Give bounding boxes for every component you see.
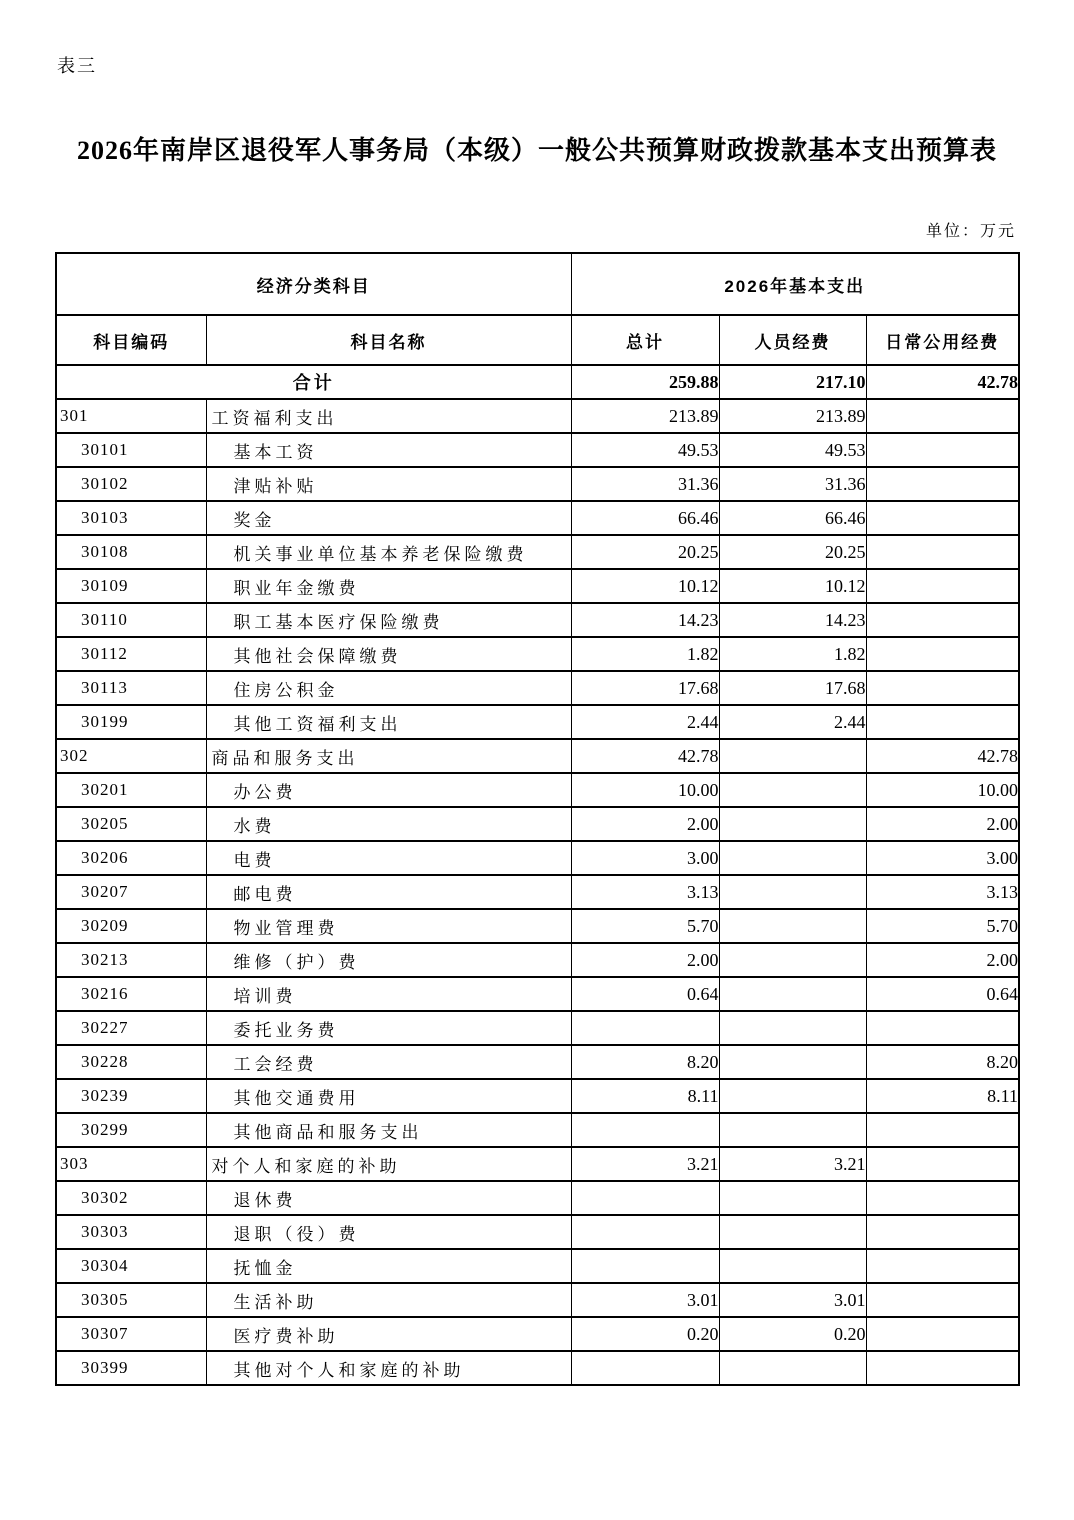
total-cell — [571, 1351, 719, 1385]
name-cell: 维修（护）费 — [206, 943, 571, 977]
budget-table — [55, 252, 1020, 1386]
personnel-cell: 3.01 — [719, 1283, 866, 1317]
code-cell: 30103 — [56, 501, 206, 535]
header-total: 总计 — [571, 315, 719, 365]
personnel-cell — [719, 1181, 866, 1215]
daily-cell — [866, 1249, 1019, 1283]
code-cell: 30228 — [56, 1045, 206, 1079]
daily-cell: 10.00 — [866, 773, 1019, 807]
header-economic-classification: 经济分类科目 — [56, 253, 571, 315]
name-cell: 医疗费补助 — [206, 1317, 571, 1351]
code-cell: 30216 — [56, 977, 206, 1011]
name-cell: 工会经费 — [206, 1045, 571, 1079]
daily-cell — [866, 705, 1019, 739]
total-row-label: 合计 — [56, 365, 571, 399]
sheet-label: 表三 — [57, 56, 97, 76]
header-subject-name: 科目名称 — [206, 315, 571, 365]
total-cell: 2.44 — [571, 705, 719, 739]
table-row — [56, 943, 1019, 977]
code-cell: 30399 — [56, 1351, 206, 1385]
personnel-cell: 1.82 — [719, 637, 866, 671]
name-cell: 生活补助 — [206, 1283, 571, 1317]
table-row — [56, 535, 1019, 569]
code-cell: 30304 — [56, 1249, 206, 1283]
daily-cell — [866, 433, 1019, 467]
name-cell: 其他商品和服务支出 — [206, 1113, 571, 1147]
daily-cell: 42.78 — [866, 739, 1019, 773]
daily-cell — [866, 1181, 1019, 1215]
total-cell: 2.00 — [571, 807, 719, 841]
total-cell: 213.89 — [571, 399, 719, 433]
table-row — [56, 1249, 1019, 1283]
name-cell: 其他工资福利支出 — [206, 705, 571, 739]
table-row — [56, 739, 1019, 773]
personnel-cell — [719, 739, 866, 773]
daily-cell: 2.00 — [866, 807, 1019, 841]
name-cell: 物业管理费 — [206, 909, 571, 943]
code-cell: 30239 — [56, 1079, 206, 1113]
total-cell: 66.46 — [571, 501, 719, 535]
code-cell: 30302 — [56, 1181, 206, 1215]
daily-cell: 8.11 — [866, 1079, 1019, 1113]
name-cell: 退休费 — [206, 1181, 571, 1215]
personnel-cell: 213.89 — [719, 399, 866, 433]
name-cell: 工资福利支出 — [206, 399, 571, 433]
total-cell: 49.53 — [571, 433, 719, 467]
total-cell: 1.82 — [571, 637, 719, 671]
total-cell: 20.25 — [571, 535, 719, 569]
daily-cell — [866, 1147, 1019, 1181]
header-daily-public-funds: 日常公用经费 — [866, 315, 1019, 365]
table-row — [56, 569, 1019, 603]
header-group-row — [56, 253, 1019, 315]
total-cell — [571, 1113, 719, 1147]
code-cell: 30113 — [56, 671, 206, 705]
daily-cell — [866, 569, 1019, 603]
total-cell: 17.68 — [571, 671, 719, 705]
total-cell: 8.20 — [571, 1045, 719, 1079]
table-row — [56, 909, 1019, 943]
total-cell: 259.88 — [571, 365, 719, 399]
personnel-cell — [719, 875, 866, 909]
personnel-cell — [719, 1351, 866, 1385]
table-row — [56, 1181, 1019, 1215]
name-cell: 培训费 — [206, 977, 571, 1011]
name-cell: 基本工资 — [206, 433, 571, 467]
code-cell: 30227 — [56, 1011, 206, 1045]
total-cell: 0.64 — [571, 977, 719, 1011]
personnel-cell: 20.25 — [719, 535, 866, 569]
table-row — [56, 501, 1019, 535]
total-cell: 10.12 — [571, 569, 719, 603]
daily-cell: 5.70 — [866, 909, 1019, 943]
daily-cell — [866, 671, 1019, 705]
name-cell: 委托业务费 — [206, 1011, 571, 1045]
total-cell: 8.11 — [571, 1079, 719, 1113]
name-cell: 退职（役）费 — [206, 1215, 571, 1249]
page-title: 2026年南岸区退役军人事务局（本级）一般公共预算财政拨款基本支出预算表 — [76, 136, 997, 165]
code-cell: 30206 — [56, 841, 206, 875]
personnel-cell — [719, 807, 866, 841]
daily-cell: 8.20 — [866, 1045, 1019, 1079]
personnel-cell — [719, 1011, 866, 1045]
personnel-cell — [719, 1215, 866, 1249]
personnel-cell — [719, 1113, 866, 1147]
table-row — [56, 1351, 1019, 1385]
personnel-cell — [719, 1249, 866, 1283]
daily-cell — [866, 1113, 1019, 1147]
unit-note: 单位：万元 — [925, 223, 1016, 240]
total-cell: 5.70 — [571, 909, 719, 943]
name-cell: 商品和服务支出 — [206, 739, 571, 773]
table-row — [56, 1079, 1019, 1113]
table-row — [56, 1045, 1019, 1079]
table-row — [56, 637, 1019, 671]
personnel-cell — [719, 909, 866, 943]
personnel-cell — [719, 841, 866, 875]
daily-cell — [866, 603, 1019, 637]
code-cell: 30299 — [56, 1113, 206, 1147]
personnel-cell: 14.23 — [719, 603, 866, 637]
code-cell: 30213 — [56, 943, 206, 977]
total-cell: 31.36 — [571, 467, 719, 501]
table-body — [56, 365, 1019, 1385]
header-personnel-funds: 人员经费 — [719, 315, 866, 365]
personnel-cell: 217.10 — [719, 365, 866, 399]
name-cell: 奖金 — [206, 501, 571, 535]
table-row — [56, 1283, 1019, 1317]
table-row — [56, 671, 1019, 705]
daily-cell: 42.78 — [866, 365, 1019, 399]
name-cell: 电费 — [206, 841, 571, 875]
daily-cell: 2.00 — [866, 943, 1019, 977]
daily-cell — [866, 399, 1019, 433]
daily-cell: 0.64 — [866, 977, 1019, 1011]
total-cell: 10.00 — [571, 773, 719, 807]
daily-cell — [866, 535, 1019, 569]
name-cell: 邮电费 — [206, 875, 571, 909]
name-cell: 职业年金缴费 — [206, 569, 571, 603]
table-row — [56, 1215, 1019, 1249]
personnel-cell: 17.68 — [719, 671, 866, 705]
name-cell: 抚恤金 — [206, 1249, 571, 1283]
code-cell: 30303 — [56, 1215, 206, 1249]
personnel-cell: 66.46 — [719, 501, 866, 535]
total-cell: 3.00 — [571, 841, 719, 875]
name-cell: 其他社会保障缴费 — [206, 637, 571, 671]
personnel-cell: 0.20 — [719, 1317, 866, 1351]
name-cell: 办公费 — [206, 773, 571, 807]
table-row — [56, 399, 1019, 433]
total-cell: 2.00 — [571, 943, 719, 977]
code-cell: 301 — [56, 399, 206, 433]
name-cell: 津贴补贴 — [206, 467, 571, 501]
code-cell: 30110 — [56, 603, 206, 637]
code-cell: 30199 — [56, 705, 206, 739]
code-cell: 30109 — [56, 569, 206, 603]
daily-cell — [866, 637, 1019, 671]
header-subject-code: 科目编码 — [56, 315, 206, 365]
personnel-cell — [719, 977, 866, 1011]
table-row — [56, 1317, 1019, 1351]
name-cell: 住房公积金 — [206, 671, 571, 705]
table-row — [56, 1147, 1019, 1181]
total-cell: 3.21 — [571, 1147, 719, 1181]
table-header — [56, 253, 1019, 365]
code-cell: 30305 — [56, 1283, 206, 1317]
total-cell — [571, 1249, 719, 1283]
daily-cell — [866, 1215, 1019, 1249]
personnel-cell: 10.12 — [719, 569, 866, 603]
table-row — [56, 773, 1019, 807]
total-cell — [571, 1011, 719, 1045]
total-cell: 0.20 — [571, 1317, 719, 1351]
code-cell: 30307 — [56, 1317, 206, 1351]
personnel-cell — [719, 1079, 866, 1113]
total-row — [56, 365, 1019, 399]
daily-cell — [866, 467, 1019, 501]
code-cell: 30209 — [56, 909, 206, 943]
total-cell: 3.13 — [571, 875, 719, 909]
personnel-cell: 31.36 — [719, 467, 866, 501]
code-cell: 302 — [56, 739, 206, 773]
daily-cell — [866, 1317, 1019, 1351]
daily-cell — [866, 1351, 1019, 1385]
table-row — [56, 875, 1019, 909]
personnel-cell: 49.53 — [719, 433, 866, 467]
name-cell: 水费 — [206, 807, 571, 841]
code-cell: 303 — [56, 1147, 206, 1181]
total-cell: 3.01 — [571, 1283, 719, 1317]
daily-cell — [866, 1283, 1019, 1317]
personnel-cell: 2.44 — [719, 705, 866, 739]
code-cell: 30205 — [56, 807, 206, 841]
total-cell — [571, 1215, 719, 1249]
table-row — [56, 603, 1019, 637]
daily-cell — [866, 501, 1019, 535]
total-cell — [571, 1181, 719, 1215]
personnel-cell — [719, 1045, 866, 1079]
header-columns-row — [56, 315, 1019, 365]
code-cell: 30207 — [56, 875, 206, 909]
total-cell: 42.78 — [571, 739, 719, 773]
name-cell: 其他对个人和家庭的补助 — [206, 1351, 571, 1385]
table-row — [56, 467, 1019, 501]
name-cell: 机关事业单位基本养老保险缴费 — [206, 535, 571, 569]
daily-cell: 3.00 — [866, 841, 1019, 875]
daily-cell — [866, 1011, 1019, 1045]
code-cell: 30108 — [56, 535, 206, 569]
personnel-cell — [719, 943, 866, 977]
table-row — [56, 433, 1019, 467]
personnel-cell — [719, 773, 866, 807]
name-cell: 其他交通费用 — [206, 1079, 571, 1113]
table-row — [56, 807, 1019, 841]
name-cell: 职工基本医疗保险缴费 — [206, 603, 571, 637]
name-cell: 对个人和家庭的补助 — [206, 1147, 571, 1181]
table-row — [56, 705, 1019, 739]
code-cell: 30101 — [56, 433, 206, 467]
total-cell: 14.23 — [571, 603, 719, 637]
code-cell: 30102 — [56, 467, 206, 501]
table-row — [56, 1011, 1019, 1045]
code-cell: 30112 — [56, 637, 206, 671]
table-row — [56, 841, 1019, 875]
header-basic-expenditure-2026: 2026年基本支出 — [571, 253, 1019, 315]
daily-cell: 3.13 — [866, 875, 1019, 909]
personnel-cell: 3.21 — [719, 1147, 866, 1181]
code-cell: 30201 — [56, 773, 206, 807]
table-row — [56, 977, 1019, 1011]
table-row — [56, 1113, 1019, 1147]
